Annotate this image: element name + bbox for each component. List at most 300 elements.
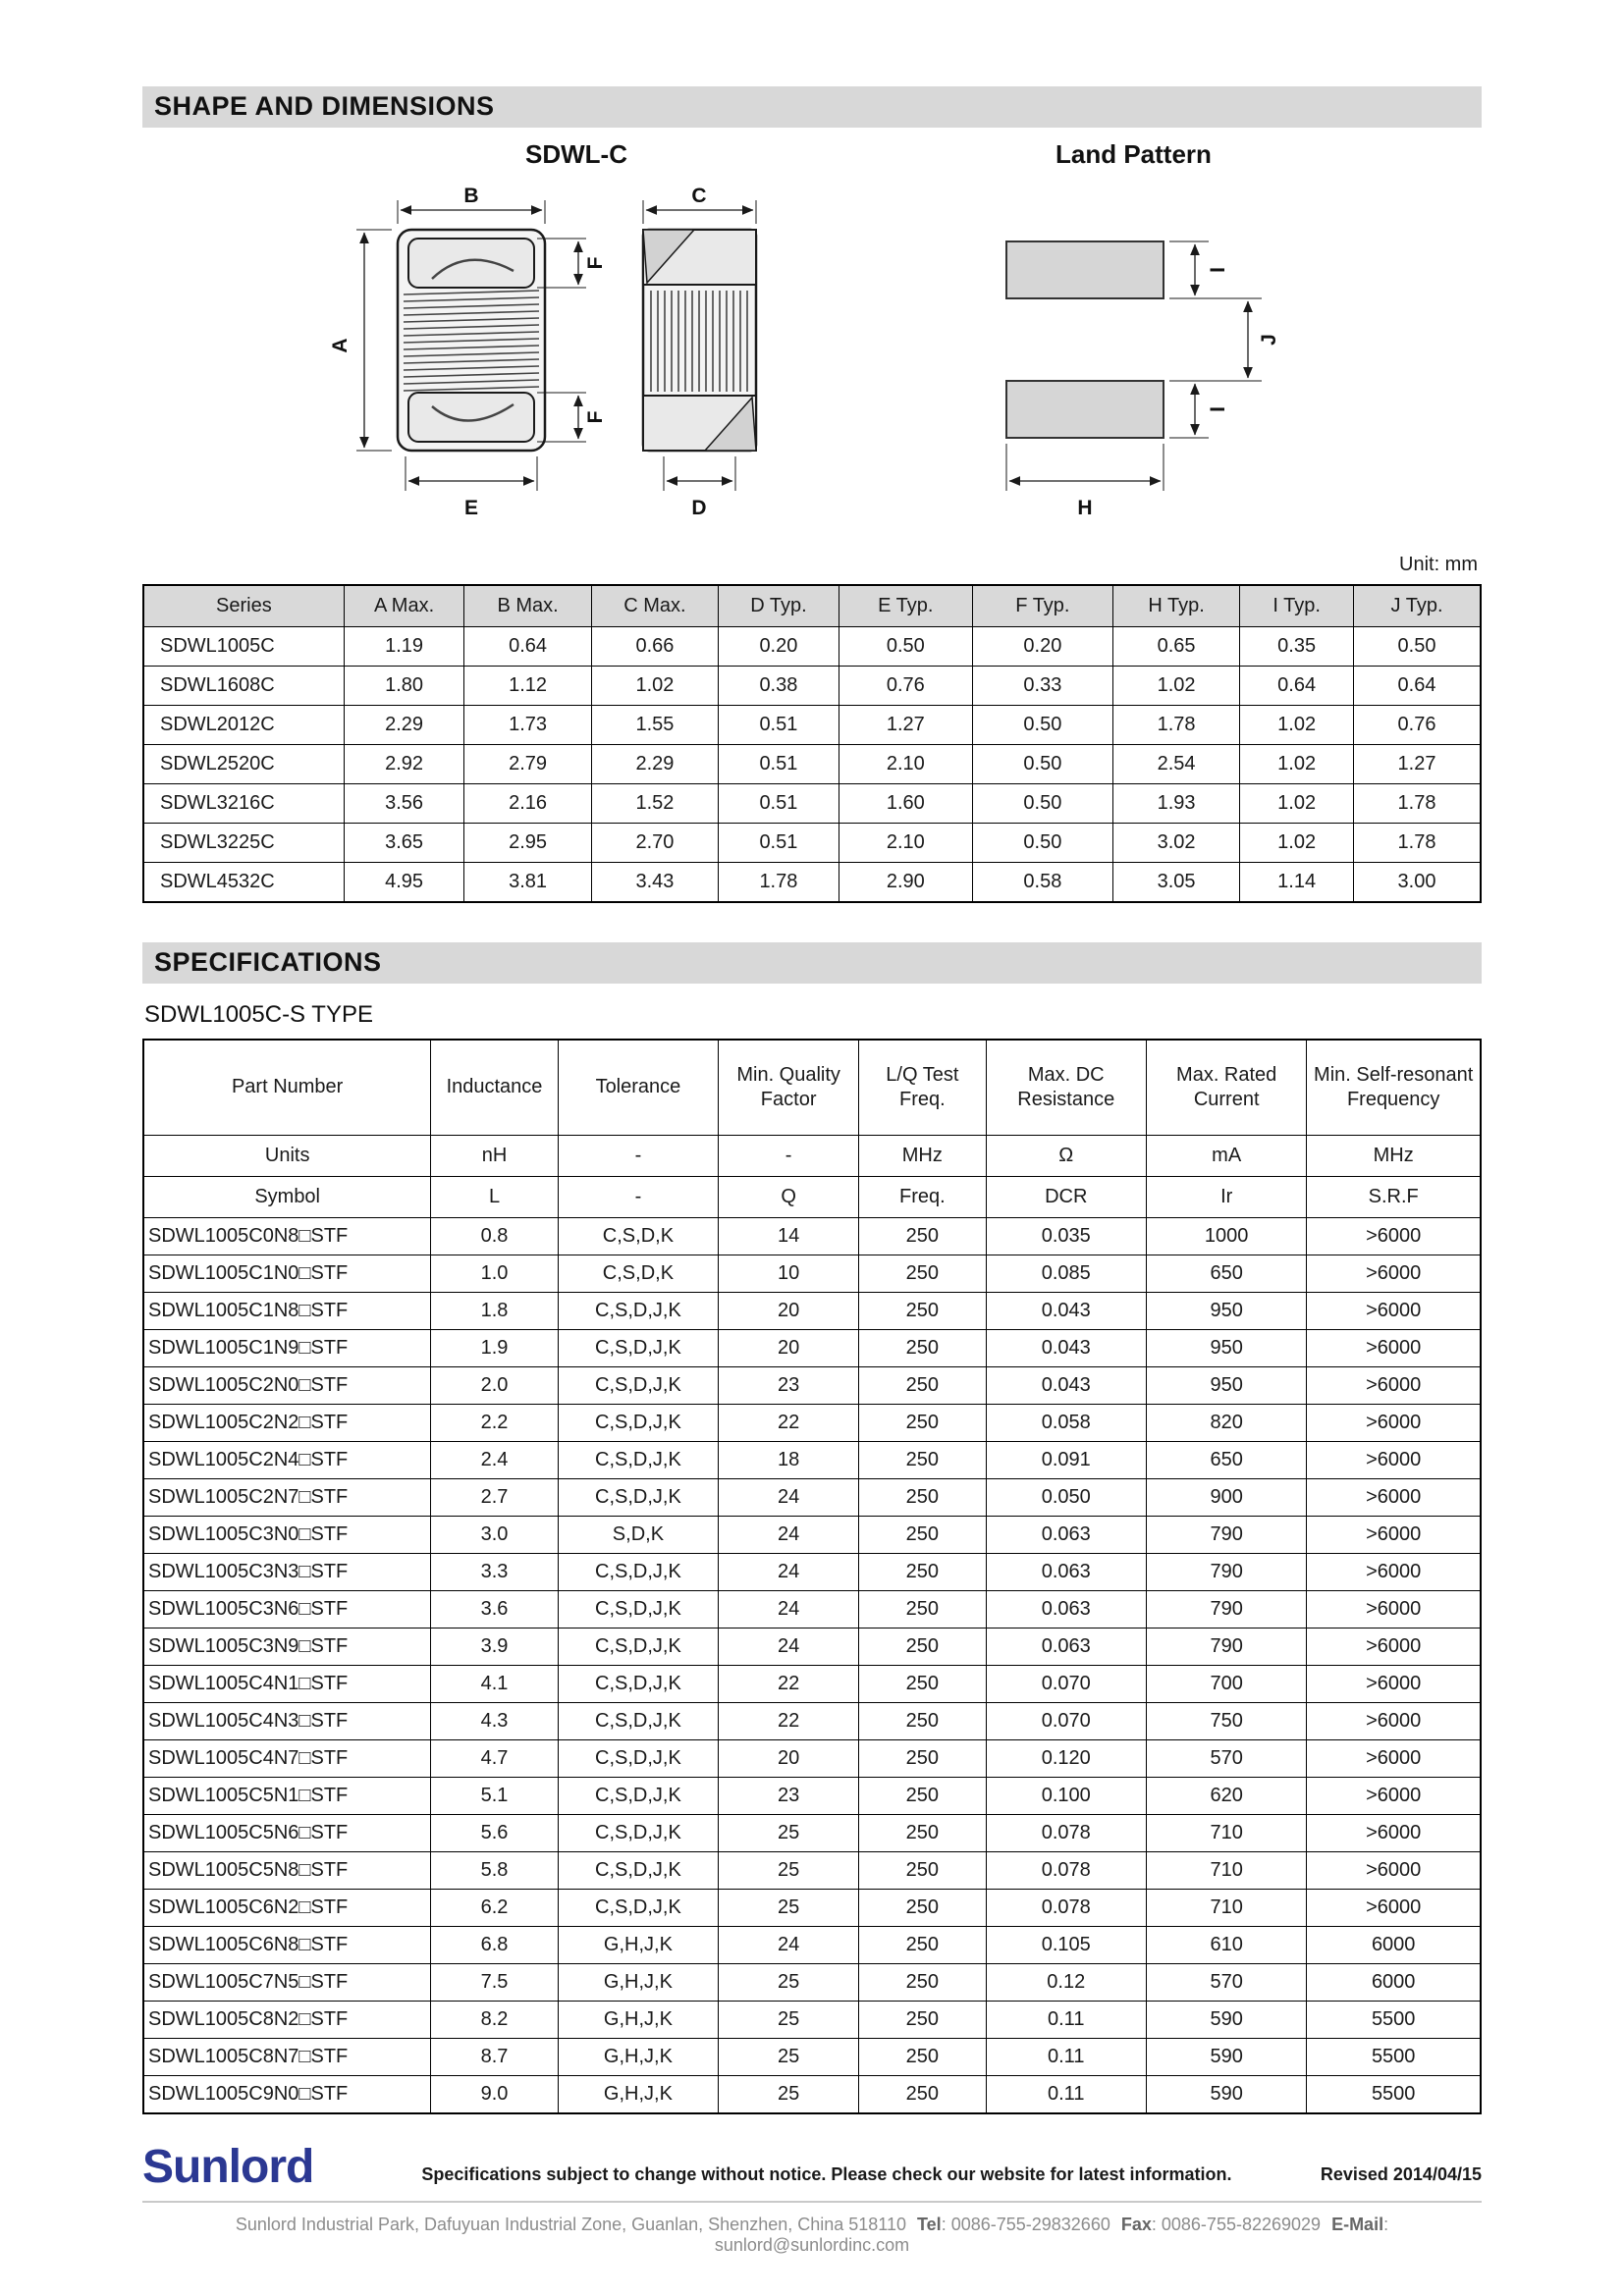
table-cell: 250 <box>859 1703 986 1740</box>
table-cell: 3.65 <box>344 823 464 862</box>
table-cell: >6000 <box>1307 1740 1481 1778</box>
table-cell: 820 <box>1146 1405 1306 1442</box>
table-cell: >6000 <box>1307 1890 1481 1927</box>
table-cell: 5.8 <box>431 1852 558 1890</box>
dimensions-table-header-row <box>143 585 1481 626</box>
table-cell: 5.1 <box>431 1778 558 1815</box>
table-cell: 24 <box>719 1591 859 1629</box>
table-cell: 1.80 <box>344 666 464 705</box>
table-cell: mA <box>1146 1136 1306 1177</box>
table-row <box>143 1367 1481 1405</box>
table-cell: 250 <box>859 1927 986 1964</box>
table-cell: 3.3 <box>431 1554 558 1591</box>
table-cell: 250 <box>859 1890 986 1927</box>
table-cell: 24 <box>719 1517 859 1554</box>
table-cell: 250 <box>859 2039 986 2076</box>
land-pad-bottom <box>1006 381 1164 438</box>
table-cell: 6.2 <box>431 1890 558 1927</box>
table-cell: 1.8 <box>431 1293 558 1330</box>
table-cell: 250 <box>859 1330 986 1367</box>
table-cell: Freq. <box>859 1177 986 1218</box>
table-cell: SDWL2520C <box>143 744 344 783</box>
table-cell: 250 <box>859 1852 986 1890</box>
footer-revised-date: Revised 2014/04/15 <box>1320 2164 1482 2184</box>
table-cell: 750 <box>1146 1703 1306 1740</box>
table-cell: >6000 <box>1307 1666 1481 1703</box>
table-cell: C,S,D,J,K <box>558 1703 718 1740</box>
table-cell: G,H,J,K <box>558 1927 718 1964</box>
table-cell: G,H,J,K <box>558 2002 718 2039</box>
table-cell: 250 <box>859 1629 986 1666</box>
email-label: E-Mail <box>1331 2215 1384 2234</box>
table-cell: 3.02 <box>1112 823 1239 862</box>
table-cell: 5.6 <box>431 1815 558 1852</box>
table-row <box>143 1554 1481 1591</box>
table-row <box>143 1927 1481 1964</box>
table-row <box>143 1629 1481 1666</box>
table-cell: SDWL1005C6N8□STF <box>143 1927 431 1964</box>
table-cell: 6000 <box>1307 1927 1481 1964</box>
table-cell: 250 <box>859 1591 986 1629</box>
table-cell: SDWL1005C5N8□STF <box>143 1852 431 1890</box>
table-cell: 0.20 <box>719 626 839 666</box>
table-cell: 20 <box>719 1740 859 1778</box>
table-cell: 20 <box>719 1330 859 1367</box>
table-cell: 10 <box>719 1255 859 1293</box>
table-cell: >6000 <box>1307 1852 1481 1890</box>
table-cell: >6000 <box>1307 1293 1481 1330</box>
table-cell: 0.043 <box>986 1367 1146 1405</box>
table-cell: >6000 <box>1307 1367 1481 1405</box>
table-cell: 8.7 <box>431 2039 558 2076</box>
table-cell: Inductance <box>431 1040 558 1136</box>
table-cell: 0.51 <box>719 823 839 862</box>
table-cell: 22 <box>719 1666 859 1703</box>
table-cell: 25 <box>719 1815 859 1852</box>
table-cell: 590 <box>1146 2039 1306 2076</box>
table-cell: 4.3 <box>431 1703 558 1740</box>
table-cell: H Typ. <box>1112 585 1239 626</box>
footer <box>142 2141 1482 2193</box>
table-cell: SDWL1005C1N8□STF <box>143 1293 431 1330</box>
table-cell: >6000 <box>1307 1330 1481 1367</box>
table-cell: 22 <box>719 1405 859 1442</box>
table-cell: C,S,D,J,K <box>558 1405 718 1442</box>
table-cell: L <box>431 1177 558 1218</box>
table-cell: 1000 <box>1146 1218 1306 1255</box>
table-cell: 1.9 <box>431 1330 558 1367</box>
table-cell: 22 <box>719 1703 859 1740</box>
table-cell: SDWL1005C1N0□STF <box>143 1255 431 1293</box>
land-pad-top <box>1006 241 1164 298</box>
table-cell: DCR <box>986 1177 1146 1218</box>
fax-value: : 0086-755-82269029 <box>1151 2215 1322 2234</box>
table-row <box>143 666 1481 705</box>
table-cell: F Typ. <box>972 585 1112 626</box>
table-cell: SDWL1005C5N6□STF <box>143 1815 431 1852</box>
table-row <box>143 1218 1481 1255</box>
table-cell: 250 <box>859 1367 986 1405</box>
table-cell: SDWL1005C2N4□STF <box>143 1442 431 1479</box>
table-cell: 1.52 <box>591 783 718 823</box>
table-cell: 25 <box>719 2039 859 2076</box>
table-cell: 1.78 <box>1354 823 1481 862</box>
table-row <box>143 1852 1481 1890</box>
table-cell: 250 <box>859 1964 986 2002</box>
table-cell: >6000 <box>1307 1479 1481 1517</box>
table-cell: G,H,J,K <box>558 2039 718 2076</box>
table-cell: SDWL1005C4N1□STF <box>143 1666 431 1703</box>
table-cell: 250 <box>859 1442 986 1479</box>
table-cell: C,S,D,J,K <box>558 1479 718 1517</box>
spec-table-header-row <box>143 1040 1481 1136</box>
table-cell: 0.078 <box>986 1815 1146 1852</box>
dimensions-table <box>142 584 1482 903</box>
table-cell: 0.51 <box>719 783 839 823</box>
table-row <box>143 1740 1481 1778</box>
table-cell: C,S,D,J,K <box>558 1778 718 1815</box>
table-cell: 0.070 <box>986 1666 1146 1703</box>
dim-label-h: H <box>1077 497 1093 519</box>
footer-notice: Specifications subject to change without notice. Please check our website for latest information. <box>421 2164 1232 2184</box>
table-cell: 2.16 <box>464 783 591 823</box>
table-cell: 950 <box>1146 1330 1306 1367</box>
table-cell: 1.02 <box>1240 705 1354 744</box>
table-row <box>143 1293 1481 1330</box>
table-cell: SDWL1005C2N2□STF <box>143 1405 431 1442</box>
table-cell: S,D,K <box>558 1517 718 1554</box>
tel-value: : 0086-755-29832660 <box>941 2215 1110 2234</box>
table-cell: 0.063 <box>986 1629 1146 1666</box>
component-side-view <box>643 185 756 519</box>
table-cell: SDWL2012C <box>143 705 344 744</box>
table-cell: 1.78 <box>1112 705 1239 744</box>
table-cell: 790 <box>1146 1629 1306 1666</box>
table-cell: 250 <box>859 1479 986 1517</box>
table-cell: 1.55 <box>591 705 718 744</box>
table-cell: 18 <box>719 1442 859 1479</box>
table-cell: SDWL1005C1N9□STF <box>143 1330 431 1367</box>
table-cell: 0.078 <box>986 1890 1146 1927</box>
table-cell: SDWL1005C3N6□STF <box>143 1591 431 1629</box>
table-row <box>143 1815 1481 1852</box>
table-cell: C,S,D,J,K <box>558 1852 718 1890</box>
table-cell: 25 <box>719 2002 859 2039</box>
table-cell: D Typ. <box>719 585 839 626</box>
table-cell: 20 <box>719 1293 859 1330</box>
table-cell: >6000 <box>1307 1554 1481 1591</box>
table-cell: 1.02 <box>1240 783 1354 823</box>
table-cell: 1.78 <box>1354 783 1481 823</box>
section-shape-dimensions <box>142 86 1482 128</box>
table-row <box>143 783 1481 823</box>
table-cell: SDWL1005C7N5□STF <box>143 1964 431 2002</box>
table-cell: 1.02 <box>591 666 718 705</box>
table-cell: G,H,J,K <box>558 2076 718 2114</box>
dim-label-b: B <box>463 185 479 207</box>
table-cell: 590 <box>1146 2076 1306 2114</box>
table-cell: 590 <box>1146 2002 1306 2039</box>
shape-section-title: SHAPE AND DIMENSIONS <box>154 91 495 121</box>
bottom-electrode <box>408 393 534 442</box>
table-cell: 0.050 <box>986 1479 1146 1517</box>
table-cell: >6000 <box>1307 1517 1481 1554</box>
table-cell: C,S,D,J,K <box>558 1666 718 1703</box>
table-cell: 5500 <box>1307 2002 1481 2039</box>
table-cell: 0.64 <box>464 626 591 666</box>
table-cell: Series <box>143 585 344 626</box>
table-cell: 0.50 <box>972 783 1112 823</box>
table-row <box>143 1778 1481 1815</box>
table-cell: 2.4 <box>431 1442 558 1479</box>
dim-label-j: J <box>1258 334 1280 346</box>
company-address <box>142 2215 1482 2256</box>
table-row <box>143 1703 1481 1740</box>
table-cell: 2.90 <box>839 862 972 902</box>
table-cell: 0.50 <box>972 705 1112 744</box>
table-cell: C,S,D,J,K <box>558 1367 718 1405</box>
table-cell: 0.120 <box>986 1740 1146 1778</box>
table-cell: 250 <box>859 1666 986 1703</box>
table-cell: 0.035 <box>986 1218 1146 1255</box>
table-cell: 0.070 <box>986 1703 1146 1740</box>
table-cell: 0.50 <box>972 823 1112 862</box>
table-cell: MHz <box>859 1136 986 1177</box>
table-cell: 3.0 <box>431 1517 558 1554</box>
table-cell: SDWL1005C3N0□STF <box>143 1517 431 1554</box>
table-cell: 250 <box>859 1554 986 1591</box>
table-cell: 570 <box>1146 1740 1306 1778</box>
dim-label-e: E <box>463 497 479 519</box>
table-cell: 250 <box>859 1517 986 1554</box>
table-cell: A Max. <box>344 585 464 626</box>
table-cell: 25 <box>719 1964 859 2002</box>
dim-label-i-top: I <box>1207 267 1229 273</box>
tel-label: Tel <box>917 2215 942 2234</box>
table-row <box>143 1964 1481 2002</box>
table-row <box>143 1666 1481 1703</box>
fax-label: Fax <box>1120 2215 1152 2234</box>
table-cell: 700 <box>1146 1666 1306 1703</box>
table-row <box>143 705 1481 744</box>
dim-label-f-top: F <box>584 256 607 270</box>
sunlord-logo: Sunlord <box>142 2141 314 2193</box>
drawing-title-sdwl-c: SDWL-C <box>525 139 627 169</box>
table-cell: 950 <box>1146 1293 1306 1330</box>
table-cell: 570 <box>1146 1964 1306 2002</box>
table-cell: 25 <box>719 2076 859 2114</box>
table-cell: 24 <box>719 1554 859 1591</box>
table-row <box>143 1591 1481 1629</box>
table-cell: SDWL3216C <box>143 783 344 823</box>
spec-table-units-row <box>143 1136 1481 1177</box>
table-cell: 0.35 <box>1240 626 1354 666</box>
table-cell: 0.043 <box>986 1293 1146 1330</box>
table-cell: 24 <box>719 1927 859 1964</box>
table-cell: 250 <box>859 1218 986 1255</box>
table-cell: 2.95 <box>464 823 591 862</box>
table-cell: SDWL1005C8N2□STF <box>143 2002 431 2039</box>
table-cell: 1.02 <box>1240 823 1354 862</box>
table-cell: 3.05 <box>1112 862 1239 902</box>
spec-table-body <box>143 1218 1481 2114</box>
table-cell: >6000 <box>1307 1815 1481 1852</box>
table-cell: SDWL1005C8N7□STF <box>143 2039 431 2076</box>
table-cell: Ir <box>1146 1177 1306 1218</box>
table-cell: G,H,J,K <box>558 1964 718 2002</box>
page-content <box>142 0 1482 2256</box>
table-cell: Ω <box>986 1136 1146 1177</box>
table-cell: 1.12 <box>464 666 591 705</box>
component-front-view <box>329 185 607 519</box>
table-cell: 2.29 <box>344 705 464 744</box>
table-cell: Part Number <box>143 1040 431 1136</box>
table-cell: SDWL1005C4N7□STF <box>143 1740 431 1778</box>
table-row <box>143 1442 1481 1479</box>
table-row <box>143 1330 1481 1367</box>
table-cell: 250 <box>859 1405 986 1442</box>
table-cell: 0.38 <box>719 666 839 705</box>
table-cell: 790 <box>1146 1554 1306 1591</box>
table-cell: 25 <box>719 1852 859 1890</box>
table-cell: 1.19 <box>344 626 464 666</box>
table-cell: 6.8 <box>431 1927 558 1964</box>
table-cell: 0.11 <box>986 2076 1146 2114</box>
table-cell: 0.65 <box>1112 626 1239 666</box>
table-cell: C,S,D,K <box>558 1255 718 1293</box>
table-cell: 250 <box>859 1255 986 1293</box>
table-cell: SDWL1005C2N0□STF <box>143 1367 431 1405</box>
table-cell: 3.6 <box>431 1591 558 1629</box>
table-cell: 710 <box>1146 1890 1306 1927</box>
table-cell: Max. Rated Current <box>1146 1040 1306 1136</box>
dim-label-c: C <box>691 185 707 207</box>
table-cell: 1.60 <box>839 783 972 823</box>
table-row <box>143 1517 1481 1554</box>
table-cell: 0.100 <box>986 1778 1146 1815</box>
table-cell: 0.58 <box>972 862 1112 902</box>
section-specifications <box>142 942 1482 984</box>
table-cell: 2.70 <box>591 823 718 862</box>
footer-divider <box>142 2201 1482 2203</box>
table-cell: Units <box>143 1136 431 1177</box>
table-cell: 1.0 <box>431 1255 558 1293</box>
table-cell: 1.02 <box>1240 744 1354 783</box>
table-cell: Min. Quality Factor <box>719 1040 859 1136</box>
specs-section-title: SPECIFICATIONS <box>154 946 382 977</box>
table-cell: C,S,D,J,K <box>558 1740 718 1778</box>
table-cell: 0.063 <box>986 1591 1146 1629</box>
table-cell: 0.76 <box>839 666 972 705</box>
table-cell: 5500 <box>1307 2039 1481 2076</box>
table-cell: >6000 <box>1307 1629 1481 1666</box>
table-row <box>143 1479 1481 1517</box>
table-row <box>143 1405 1481 1442</box>
table-cell: 14 <box>719 1218 859 1255</box>
table-cell: SDWL4532C <box>143 862 344 902</box>
table-cell: 0.76 <box>1354 705 1481 744</box>
table-cell: 2.0 <box>431 1367 558 1405</box>
table-cell: 4.1 <box>431 1666 558 1703</box>
table-cell: 2.7 <box>431 1479 558 1517</box>
table-cell: 2.10 <box>839 744 972 783</box>
table-cell: C,S,D,J,K <box>558 1890 718 1927</box>
table-cell: 1.73 <box>464 705 591 744</box>
table-cell: C Max. <box>591 585 718 626</box>
table-cell: >6000 <box>1307 1778 1481 1815</box>
table-row <box>143 2002 1481 2039</box>
table-cell: MHz <box>1307 1136 1481 1177</box>
table-cell: >6000 <box>1307 1405 1481 1442</box>
technical-drawings <box>142 133 1482 546</box>
table-cell: 24 <box>719 1629 859 1666</box>
table-cell: 790 <box>1146 1517 1306 1554</box>
table-cell: Q <box>719 1177 859 1218</box>
dim-label-f-bottom: F <box>584 410 607 424</box>
dim-label-d: D <box>691 497 707 519</box>
dim-label-i-bottom: I <box>1207 406 1229 412</box>
table-cell: 250 <box>859 1815 986 1852</box>
table-cell: - <box>558 1177 718 1218</box>
table-cell: >6000 <box>1307 1703 1481 1740</box>
table-cell: 250 <box>859 2076 986 2114</box>
table-cell: 3.9 <box>431 1629 558 1666</box>
table-cell: 0.11 <box>986 2039 1146 2076</box>
table-cell: 4.95 <box>344 862 464 902</box>
table-cell: SDWL3225C <box>143 823 344 862</box>
table-cell: 0.063 <box>986 1517 1146 1554</box>
table-cell: C,S,D,J,K <box>558 1591 718 1629</box>
table-cell: >6000 <box>1307 1591 1481 1629</box>
table-cell: 1.27 <box>1354 744 1481 783</box>
table-cell: C,S,D,J,K <box>558 1815 718 1852</box>
table-cell: 1.27 <box>839 705 972 744</box>
table-cell: S.R.F <box>1307 1177 1481 1218</box>
table-row <box>143 626 1481 666</box>
table-cell: 23 <box>719 1367 859 1405</box>
specifications-table <box>142 1039 1482 2115</box>
table-cell: 0.058 <box>986 1405 1146 1442</box>
table-cell: 0.51 <box>719 705 839 744</box>
table-cell: 0.64 <box>1354 666 1481 705</box>
table-cell: 0.105 <box>986 1927 1146 1964</box>
table-cell: 900 <box>1146 1479 1306 1517</box>
table-cell: 0.50 <box>972 744 1112 783</box>
table-cell: 7.5 <box>431 1964 558 2002</box>
table-cell: SDWL1005C6N2□STF <box>143 1890 431 1927</box>
table-cell: nH <box>431 1136 558 1177</box>
table-cell: 0.50 <box>1354 626 1481 666</box>
table-cell: SDWL1608C <box>143 666 344 705</box>
table-cell: 950 <box>1146 1367 1306 1405</box>
table-cell: 0.64 <box>1240 666 1354 705</box>
table-cell: 2.54 <box>1112 744 1239 783</box>
table-cell: 2.2 <box>431 1405 558 1442</box>
table-row <box>143 823 1481 862</box>
table-cell: 9.0 <box>431 2076 558 2114</box>
email-value: : sunlord@sunlordinc.com <box>714 2215 1389 2255</box>
table-cell: 650 <box>1146 1442 1306 1479</box>
table-cell: C,S,D,J,K <box>558 1330 718 1367</box>
table-cell: 1.14 <box>1240 862 1354 902</box>
table-cell: 250 <box>859 1778 986 1815</box>
table-cell: SDWL1005C5N1□STF <box>143 1778 431 1815</box>
table-cell: 0.51 <box>719 744 839 783</box>
table-cell: C,S,D,J,K <box>558 1442 718 1479</box>
table-cell: Tolerance <box>558 1040 718 1136</box>
table-cell: 0.078 <box>986 1852 1146 1890</box>
table-row <box>143 1890 1481 1927</box>
